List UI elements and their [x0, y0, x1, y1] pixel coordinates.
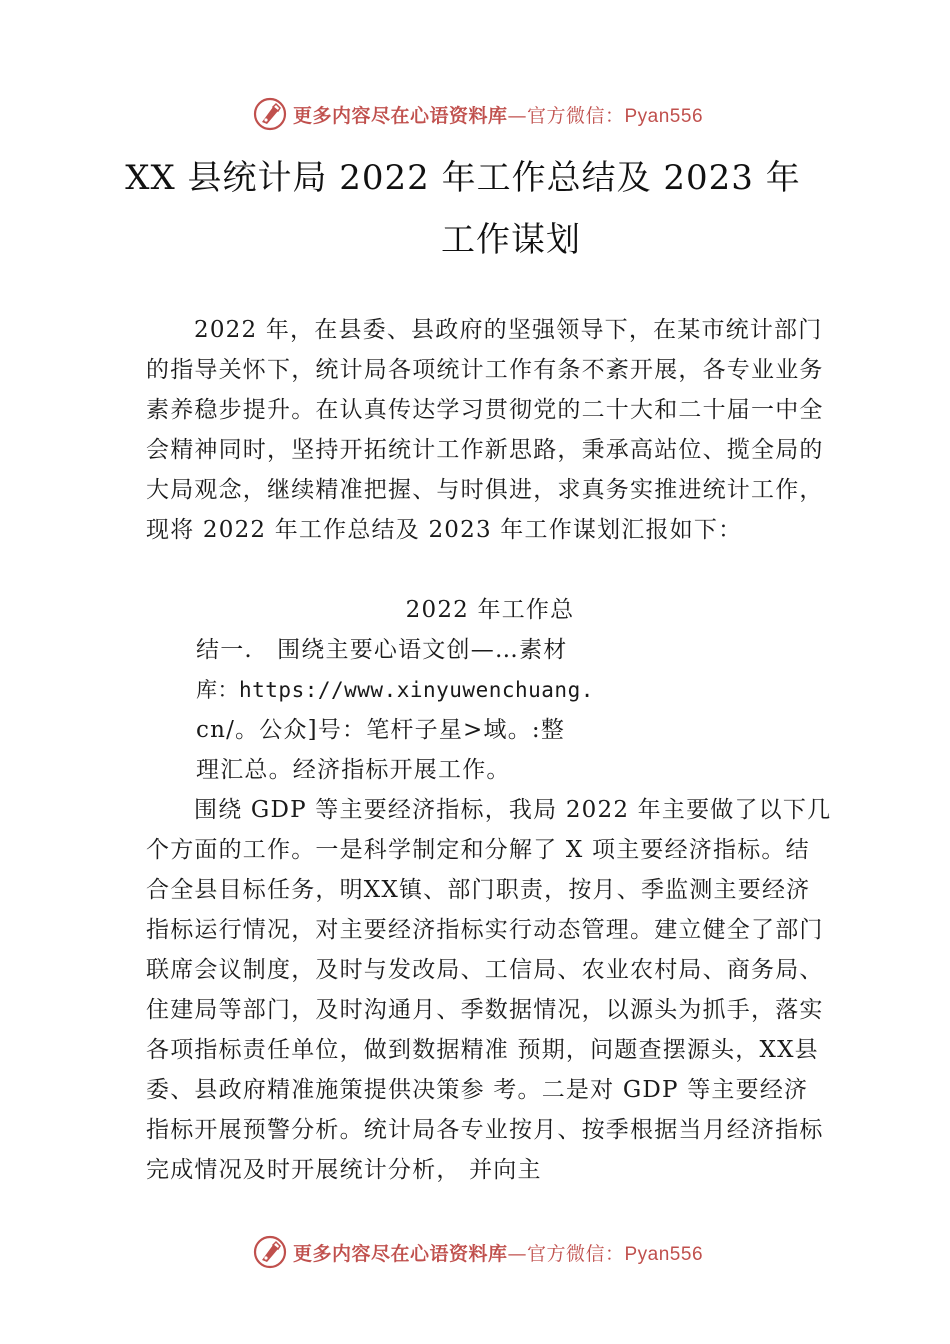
header-brand: 更多内容尽在心语资料库 — [292, 104, 508, 127]
section-line: 理汇总。经济指标开展工作。 — [196, 757, 511, 783]
header-contact: 官方微信：Pyan556 — [527, 105, 704, 127]
header-banner — [0, 94, 950, 134]
section-line-url: 库：https://www.xinyuwenchuang. — [196, 678, 594, 702]
footer-banner — [0, 1232, 950, 1272]
document-title-line-2: 工作谋划 — [441, 220, 581, 260]
footer-separator: — — [507, 1242, 527, 1265]
pen-nib-logo-icon — [253, 1235, 287, 1269]
intro-paragraph: 2022 年，在县委、县政府的坚强领导下，在某市统计部门的指导关怀下，统计局各项统计工作有条不紊开展，各专业业务素养稳步提升。在认真传达学习贯彻党的二十大和二十届一中全会精神同时，坚持开拓统计工作新思路，秉承高站位、揽全局的大局观念，继续精准把握、与时俱进，求真务实推进统计工作，现将 2022 年工作总结及 2023 年工作谋划汇报如下： — [146, 317, 824, 543]
footer-contact: 官方微信：Pyan556 — [527, 1243, 704, 1265]
body-paragraph: 围绕 GDP 等主要经济指标，我局 2022 年主要做了以下几个方面的工作。一是科学制定和分解了 X 项主要经济指标。结合全县目标任务，明XX镇、部门职责，按月、季监测主要经济指标运行情况，对主要经济指标实行动态管理。建立健全了部门联席会议制度，及时与发改局、工信局、农业农村局、商务局、住建局等部门，及时沟通月、季数据情况，以源头为抓手，落实各项指标责任单位，做到数据精准 预期，问题查摆源头，XX县委、县政府精准施策提供决策参 考。二是对 GDP 等主要经济指标开展预警分析。统计局各专业按月、按季根据当月经济指标完成情况及时开展统计分析， 并向主 — [146, 797, 832, 1183]
section-line: cn/。公众]号：笔杆子星>域。:整 — [196, 717, 566, 743]
header-banner-text — [293, 101, 703, 128]
footer-banner-text — [293, 1239, 703, 1266]
document-title-line-1: XX 县统计局 2022 年工作总结及 2023 年 — [125, 158, 801, 198]
pen-nib-logo-icon — [253, 97, 287, 131]
header-separator: — — [507, 104, 527, 127]
footer-brand: 更多内容尽在心语资料库 — [292, 1242, 508, 1265]
section-line: 结一. 围绕主要心语文创—…素材 — [196, 637, 568, 663]
section-heading: 2022 年工作总 — [405, 597, 575, 623]
